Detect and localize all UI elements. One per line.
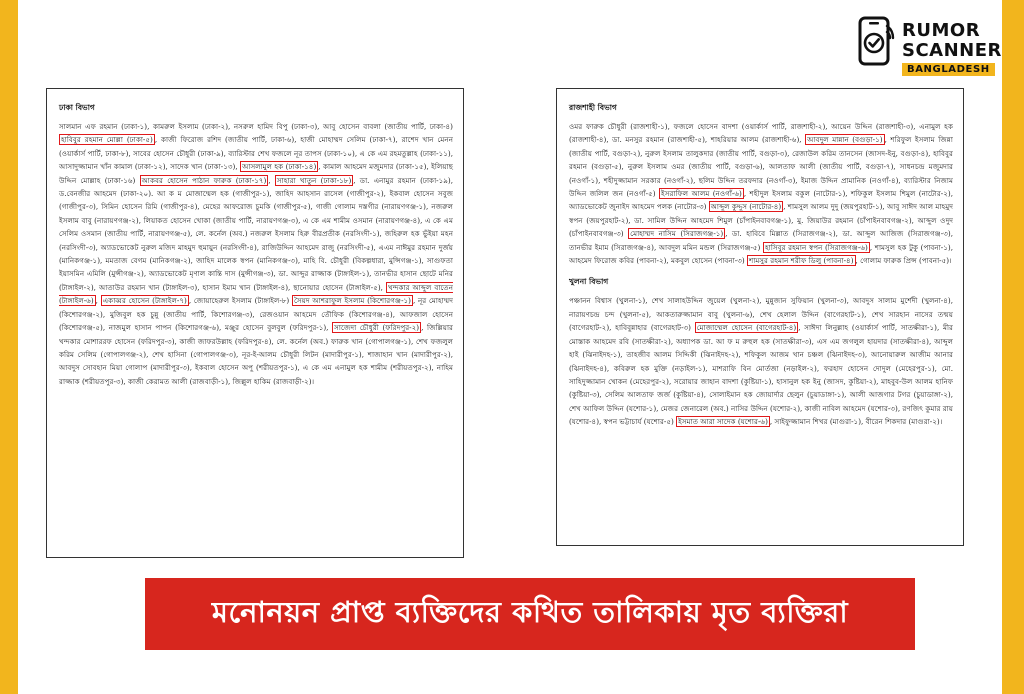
- phone-check-icon: [856, 16, 896, 68]
- highlighted-name: আব্দুল কুদ্দুস (নাটোর-৪): [710, 202, 782, 212]
- caption-banner-text: মনোনয়ন প্রাপ্ত ব্যক্তিদের কথিত তালিকায় মৃত ব্যক্তিরা: [211, 594, 849, 629]
- logo-badge-bangladesh: BANGLADESH: [902, 63, 995, 76]
- highlighted-name: আকবর হোসেন পাঠান ফারুক (ঢাকা-১৭): [141, 175, 267, 185]
- highlighted-name: হাসিবুর রহমান স্বপন (সিরাজগঞ্জ-৬): [764, 242, 868, 252]
- logo-word-scanner: SCANNER: [902, 40, 1002, 61]
- highlighted-name: একাব্বর হোসেন (টাঙ্গাইল-৭): [102, 296, 187, 306]
- highlighted-name: খন্দকার আব্দুল বাতেন (টাঙ্গাইল-৬): [59, 282, 453, 306]
- nominee-list-rajshahi: [569, 120, 953, 267]
- list-text: , শরিফুল ইসলাম জিন্না (জাতীয় পার্টি, বগুড়া-২), নুরুল ইসলাম তালুকদার (জাতীয় পার্টি, বগুড়া-৩), রেজাউল করিম তানসেন (জাসদ-ইনু, বগুড়া-৪), হাবিবুর রহমান (বগুড়া-৫), নুরুল ইসলাম ওমর (জাতীয় পার্টি, বগুড়া-৬), আলতাফ আলী (জাতীয় পার্টি, বগুড়া-৭), সাধনচন্দ্র মজুমদার (নওগাঁ-১), শহীদুজ্জামান সরকার (নওগাঁ-২), ছলিম উদ্দিন তরফদার (নওগাঁ-৩), ইমাজ উদ্দিন প্রামানিক (নওগাঁ-৪), ব্যারিস্টার নিজাম উদ্দিন জলিল জন (নওগাঁ-৫): [569, 135, 953, 199]
- list-text: , জিল্লিয়ার খন্দকার মোশাররফ হোসেন (ফরিদপুর-৩), কাজী জাফরউল্লাহ (ফরিদপুর-৪), লে. কর্নেল (অব.) ফারুক খান (গোপালগঞ্জ-১), শেখ ফজলুল করিম সেলিম (গোপালগঞ্জ-২), শেখ হাসিনা (গোপালগঞ্জ-৩), নূর-ই-আলম চৌধুরী লিটন (মাদারীপুর-১), শাজাহান খান (মাদারীপুর-২), আবদুস সোবহান মিয়া গোলাপ (মাদারীপুর-৩), ইকবাল হোসেন অপু (শরীয়তপুর-১), এ কে এম এনামুল হক শামীম (শরীয়তপুর-২), নাহিম রাজ্জাক (শরীয়তপুর-৩), কাজী কেরামত আলী (রাজবাড়ী-১), জিল্লুল হাকিম (রাজবাড়ী-২)।: [59, 323, 453, 386]
- document-page-rajshahi-khulna: [556, 88, 964, 546]
- list-text: , সাঈদা লিনুল্লাহ (ওয়ার্কার্স পার্টি, সাতক্ষীরা-১), মীর মোস্তাক আহমেদ রবি (সাতক্ষীরা-২), অধ্যাপক ডা. আ ফ ম রুহুল হক (সাতক্ষীরা-৩), এস এম জগলুল হায়দার (সাতক্ষীরা-৪), আব্দুল হাই (ঝিনাইদহ-১), তাহজীব আলম সিদ্দিকী (ঝিনাইদহ-২), শফিকুল আজম খান চঞ্চল (ঝিনাইদহ-৩), আনোয়ারুল আজীম আনার (ঝিনাইদহ-৪), কবিরুল হক মুক্তি (নড়াইল-১), মাশরাফি বিন মোর্তজা (নড়াইল-২), ফরহাদ হোসেন দোদুল (মেহেরপুর-১), মো. সাহিদুজ্জামান খোকন (মেহেরপুর-২), সরোয়ার জাহান বাদশা (কুষ্টিয়া-১), হাসানুল হক ইনু (জাসদ, কুষ্টিয়া-২), মাহবুব-উল আলম হানিফ (কুষ্টিয়া-৩), সেলিম আলতাফ জর্জ (কুষ্টিয়া-৪), সোলাইমান হক জোয়ার্দার ছেলুন (চুয়াডাঙ্গা-১), আলী আজগার টগর (চুয়াডাঙ্গা-২), শেখ আফিল উদ্দিন (যশোর-১), মেজর জেনারেল (অব.) নাসির উদ্দিন (যশোর-২), কাজী নাবিল আহমেদ (যশোর-৩), রণজিৎ কুমার রায় (যশোর-৪), স্বপন ভট্টাচার্য (যশোর-৫): [569, 323, 953, 427]
- list-text: ,: [95, 296, 101, 306]
- logo-word-rumor: RUMOR: [902, 20, 981, 41]
- list-text: ,: [268, 175, 275, 185]
- highlighted-name: সাজেদা চৌধুরী (ফরিদপুর-২): [334, 323, 420, 333]
- region-title-dhaka: ঢাকা বিভাগ: [59, 103, 95, 112]
- nominee-list-dhaka: [59, 120, 453, 388]
- caption-banner: [145, 578, 915, 650]
- list-text: , কামাল আহমেদ মজুমদার (ঢাকা-১৫), ইলিয়াছ উদ্দিন মোল্লাহ (ঢাকা-১৬): [59, 162, 453, 185]
- list-text: , শহীদুল ইসলাম বকুল (নাটোর-১), শফিকুল ইসলাম শিমুল (নাটোর-২), অ্যাডভোকেট জুনাইদ আহমেদ পলক (নাটোর-৩): [569, 189, 953, 212]
- region-title-khulna: খুলনা বিভাগ: [569, 277, 609, 287]
- highlighted-name: মোজাম্মেল হোসেন (বাগেরহাট-৪): [696, 323, 797, 333]
- region-title-rajshahi: রাজশাহী বিভাগ: [569, 103, 617, 112]
- nominee-list-khulna: [569, 294, 953, 428]
- list-text: , কাজী ফিরোজ রশিদ (জাতীয় পার্টি, ঢাকা-৬), হাজী মোহাম্মদ সেলিম (ঢাকা-৭), রাশেদ খান মেনন (ওয়ার্কার্স পার্টি, ঢাকা-৮), সাবের হোসেন চৌধুরী (ঢাকা-৯), ব্যারিস্টার শেখ ফজলে নূর তাপস (ঢাকা-১০), এ কে এম রহমতুল্লাহ (ঢাকা-১১), আসাদুজ্জামান খাঁন কামাল (ঢাকা-১২), সাদেক খান (ঢাকা-১৩),: [59, 135, 453, 172]
- list-text: সালমান এফ রহমান (ঢাকা-১), কামরুল ইসলাম (ঢাকা-২), নসরুল হামিদ বিপু (ঢাকা-৩), আবু হোসেন বাবলা (জাতীয় পার্টি, ঢাকা-৪): [59, 122, 453, 131]
- list-text: , শামসুল আলম দুদু (জয়পুরহাট-১), আবু সাঈদ আল মাহমুদ স্বপন (জয়পুরহাট-২), ডা. সামিল উদ্দিন আহমেদ শিমুল (চাঁপাইনবাবগঞ্জ-১), মু. জিয়াউর রহমান (চাঁপাইনবাবগঞ্জ-২), আব্দুল ওদুদ (চাঁপাইনবাবগঞ্জ-৩): [569, 202, 954, 239]
- highlighted-name: আবদুল মান্নান (বগুড়া-১): [807, 135, 883, 145]
- image-canvas: [18, 0, 1002, 694]
- list-text: পঞ্চানন বিশ্বাস (খুলনা-১), শেখ সালাহউদ্দিন জুয়েল (খুলনা-২), মুন্নুজান সুফিয়ান (খুলনা-৩), আবদুস সালাম মুর্শেদী (খুলনা-৪), নারায়ণচন্দ্র চন্দ (খুলনা-৫), আকতারুজ্জামান বাবু (খুলনা-৬), শেখ হেলাল উদ্দিন (বাগেরহাট-১), শেখ সারহান নাসের তন্ময় (বাগেরহাট-২), হাবিবুন্নাহার (বাগেরহাট-৩): [569, 296, 953, 333]
- highlighted-name: ইসরাফিল আলম (নওগাঁ-৬): [660, 189, 742, 199]
- highlighted-name: সাহারা খাতুন (ঢাকা-১৮): [276, 175, 352, 185]
- list-text: , শামসুল হক টুকু (পাবনা-১), আহমেদ ফিরোজ কবির (পাবনা-২), মকবুল হোসেন (পাবনা-৩): [569, 242, 953, 266]
- list-text: , সাইফুজ্জামান শিখর (মাগুরা-১), বীরেন শিকদার (মাগুরা-২)।: [769, 417, 943, 427]
- list-text: , গোলাম ফারুক প্রিন্স (পাবনা-৫)।: [855, 256, 952, 266]
- highlighted-name: হাবিবুর রহমান মোল্লা (ঢাকা-৫): [61, 135, 153, 145]
- highlighted-name: ইসমাত আরা সাদেক (যশোর-৬): [678, 417, 768, 427]
- list-text: , ডা. এনামুর রহমান (ঢাকা-১৯), ড.বেনজীর আহমেদ (ঢাকা-২০). আ ক ম মোজাম্মেল হক (গাজীপুর-১), জাহিদ আহসান রাসেল (গাজীপুর-২), ইকবাল হোসেন সবুজ (গাজীপুর-৩), সিমিন হোসেন রিমি (গাজীপুর-৪), মেহের আফরোজ চুমকি (গাজীপুর-৫), গাজী গোলাম দস্তগীর (নারায়ণগঞ্জ-১), নজরুল ইসলাম বাবু (নারায়ণগঞ্জ-২), লিয়াকত হোসেন খোকা (জাতীয় পার্টি, নারায়ণগঞ্জ-৩), এ কে এম শামীম ওসমান (নারায়ণগঞ্জ-৪), এ কে এম সেলিম ওসমান (জাতীয় পার্টি, নারায়ণগঞ্জ-৫), লে. কর্নেল (অব.) নজরুল ইসলাম হিরু বীরপ্রতীক (নরসিংদী-১), জহিরুল হক ভুঁইয়া মহন (নরসিংদী-৩), অ্যাডভোকেট নুরুল মজিদ মাহমুদ হুমায়ুন (নরসিংদী-৪), রাজিউদ্দিন আহমেদ রাজু (নরসিংদী-৫), এএম নাঈমুর রহমান দুর্জয় (মানিকগঞ্জ-১), মমতাজ বেগম (মানিকগঞ্জ-২), জাহিদ মালেক স্বপন (মানিকগঞ্জ-৩), মাহি বি. চৌধুরী (বিকল্পধারা, মুন্সিগঞ্জ-১), সাগুফতা ইয়াসমিন এমিলি (মুন্সীগঞ্জ-২), অ্যাডভোকেট মৃণাল কান্তি দাস (মুন্সীগঞ্জ-৩), ডা. আব্দুর রাজ্জাক (টাঙ্গাইল-১), তানভীর হাসান ছোটে মনির (টাঙ্গাইল-২), আতাউর রহমান খান (টাঙ্গাইল-৩), হাসান ইমাম খান (টাঙ্গাইল-৪), ছানোয়ার হোসেন (টাঙ্গাইল-৫),: [59, 175, 453, 292]
- highlighted-name: মোহাম্মদ নাসিম (সিরাজগঞ্জ-১): [630, 229, 724, 239]
- highlighted-name: শামসুর রহমান শরীফ ডিলু (পাবনা-৪): [748, 256, 854, 266]
- list-text: ওমর ফারুক চৌধুরী (রাজশাহী-১), ফজলে হোসেন বাদশা (ওয়ার্কার্স পার্টি, রাজশাহী-২), আয়েন উদ্দিন (রাজশাহী-৩), এনামুল হক (রাজশাহী-৪), ডা. মনসুর রহমান (রাজশাহী-৫), শাহরিয়ার আলম (রাজশাহী-৬),: [569, 122, 953, 145]
- list-text: , ডা. হাবিবে মিল্লাত (সিরাজগঞ্জ-২), ডা. আব্দুল আজিজ (সিরাজগঞ্জ-৩), তানভীর ইমাম (সিরাজগঞ্জ-৪), আবদুল মমিন মন্ডল (সিরাজগঞ্জ-৫): [569, 229, 953, 252]
- rumor-scanner-logo: [856, 14, 1002, 75]
- highlighted-name: আসলামুল হক (ঢাকা-১৪): [242, 162, 317, 172]
- document-page-dhaka: [46, 88, 464, 558]
- list-text: , নূর মোহাম্মদ (কিশোরগঞ্জ-২), মুজিবুল হক চুন্নু (জাতীয় পার্টি, কিশোরগঞ্জ-৩), রেজওয়ান আহমেদ তৌফিক (কিশোরগঞ্জ-৪), আফজাল হোসেন (কিশোরগঞ্জ-৫), নাজমুল হাসান পাপন (কিশোরগঞ্জ-৬), মঞ্জুর হোসেন বুলবুল (ফরিদপুর-১),: [59, 296, 453, 333]
- list-text: , জোয়াহেরুল ইসলাম (টাঙ্গাইল-৮): [188, 296, 292, 306]
- section-gap: [569, 267, 953, 273]
- highlighted-name: সৈয়দ আশরাফুল ইসলাম (কিশোরগঞ্জ-১): [294, 296, 411, 306]
